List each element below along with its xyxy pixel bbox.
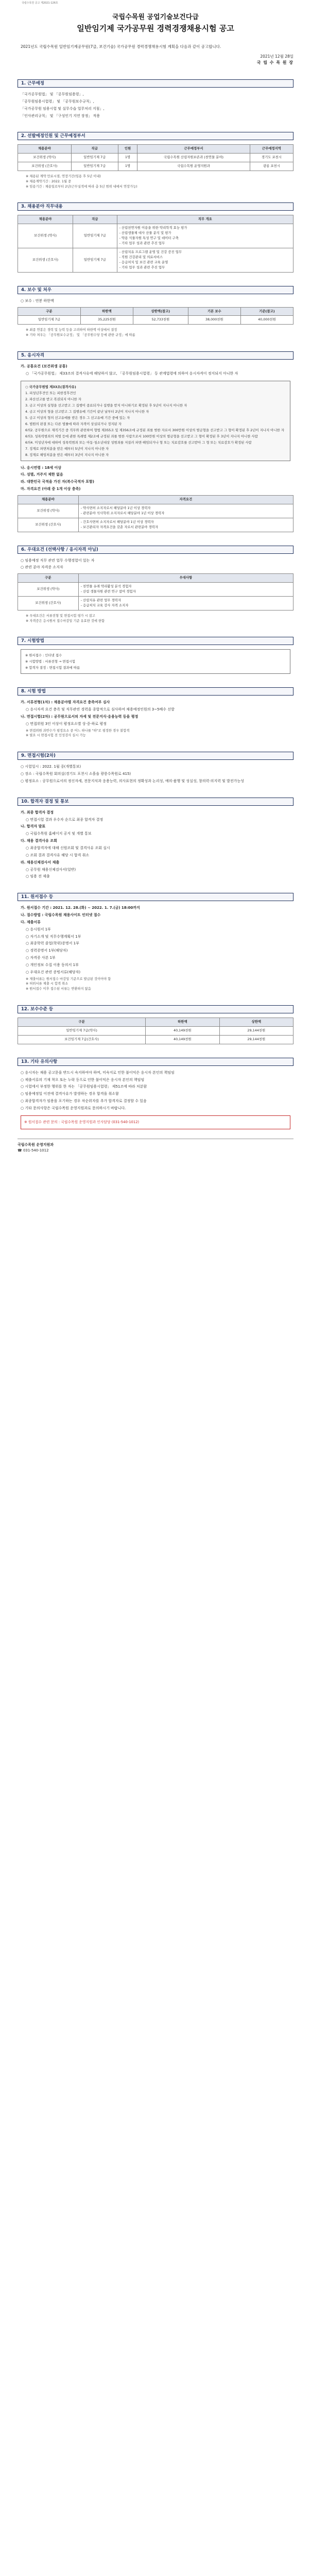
table-row: 일반임기제 7급 35,225천원 52,733천원 38,000천원 40,000천원 [18,316,293,325]
table-header: 구분 [18,307,81,316]
disqualification-box: ○ 국가공무원법 제33조(결격사유) 1. 피성년후견인 또는 피한정후견인 2. 파산선고를 받고 복권되지 아니한 자 3. 금고 이상의 실형을 선고받고 그 집행이 종료되거나 집행을 받지 아니하기로 확정된 후 5년이 지나지 아니한 자 4. 금고 이상의 형을 선고받고 그 집행유예 기간이 끝난 날부터 2년이 지나지 아니한 자 5. 금고 이상의 형의 선고유예를 받은 경우 그 선고유예 기간 중에 있는 자 6. 법원의 판결 또는 다른 법률에 따라 자격이 상실되거나 정지된 자 6의2. 공무원으로 재직기간 중 직무와 관련하여 형법 제355조 및 제356조에 규정된 죄를 범한 자로서 300만원 이상의 벌금형을 선고받고 그 형이 확정된 후 2년이 지나지 아니한 자 6의3. 성폭력범죄의 처벌 등에 관한 특례법 제2조에 규정된 죄를 범한 사람으로서 100만원 이상의 벌금형을 선고받고 그 형이 확정된 후 3년이 지나지 아니한 사람 6의4. 미성년자에 대하여 성폭력범죄 또는 아동·청소년대상 성범죄를 저질러 파면·해임되거나 형 또는 치료감호를 선고받아 그 형 또는 치료감호가 확정된 사람 7. 징계로 파면처분을 받은 때부터 5년이 지나지 아니한 자 8. 징계로 해임처분을 받은 때부터 3년이 지나지 아니한 자 [21,381,290,461]
table-header: 인원 [118,145,137,154]
table-row: 보건위생 (약사) - 약사면허 소지자로서 해당분야 1년 이상 경력자 - 관련분야 석사학위 소지자로서 해당분야 1년 이상 경력자 [18,504,293,518]
table-header: 직무 개요 [117,215,293,224]
section-heading: 10. 합격자 결정 및 통보 [18,798,293,806]
table-header: 하한액 [80,307,133,316]
subheading: 다. 성별, 거주지 제한 없음 [21,472,63,477]
section-10 [18,798,293,879]
subheading: 가. 서류전형(1차) : 채용분야별 자격요건 충족여부 심사 [21,700,110,705]
list-item: ○ 응시원서 1부 [26,927,51,931]
section-heading: 2. 선발예정인원 및 근무예정부서 [18,132,293,140]
table-row: 보건위생 (간호사) 일반임기제 7급 - 산림치유 프로그램 운영 및 건강 증진 업무 - 직원 건강관리 및 의료서비스 - 응급처치 및 보건 관련 교육 운영 - 기타 업무 성과 관련 추진 업무 [18,248,293,273]
paragraph: ○ 보수 : 연봉 하한액 [21,298,54,303]
subheading: 다. 채용 결격사유 조회 [21,839,57,843]
pay-level-table [18,1018,293,1044]
footer-office: 국립수목원 운영지원과 [18,1142,54,1147]
table-header: 상한액 [219,1018,293,1026]
list-item: ○ 제출서류의 기재 착오 또는 누락 등으로 인한 불이익은 응시자 본인의 책임임 [21,1077,145,1082]
list-item: ○ 평정요소 : 공무원으로서의 정신자세, 전문지식과 응용능력, 의사표현의 정확성과 논리성, 예의·품행 및 성실성, 창의력·의지력 및 발전가능성 [21,778,244,783]
note: ※ 기타 처우는 「공무원보수규정」 및 「공무원수당 등에 관한 규정」에 따름 [26,333,135,337]
note: ※ 허위서류 제출 시 합격 취소 [26,982,68,986]
list-item: 「공무원임용시험령」 및 「공무원보수규칙」, [21,99,94,104]
list-item: ○ 조회 결과 결격사유 해당 시 합격 취소 [26,853,90,857]
paragraph: ○ 응시자격 요건 충족 및 직무관련 경력을 종합적으로 심사하여 채용예정인원의 3~5배수 선발 [26,707,175,712]
section-4 [18,286,293,338]
document-title [18,12,293,34]
table-row: 보건임기제 7급(간호사) 40,149천원 29,144천원 [18,1035,293,1044]
section-heading: 4. 보수 및 처우 [18,286,293,294]
subheading: 나. 접수방법 : 국립수목원 채용사이트 인터넷 접수 [21,913,101,918]
title-line-2: 일반임기제 국가공무원 경력경쟁채용시험 공고 [77,24,234,33]
table-header: 하한액 [146,1018,219,1026]
positions-table [18,144,293,171]
note: ※ 채용계약기간 : 2022. 1월 중 [26,179,72,183]
subheading: 라. 대한민국 국적을 가진 자(복수국적자 포함) [21,480,94,484]
note: ※ 제출서류는 원서접수 마감일 기준으로 발급된 것이어야 함 [26,977,111,981]
note: ※ 채용된 계약 만료시점, 연장기간(임용 후 5년 이내) [26,175,101,179]
list-item: ○ 장소 : 국립수목원 회의실(경기도 포천시 소흘읍 광릉수목원로 415) [21,772,131,776]
list-item: ○ 최종합격자에 대해 신원조회 및 결격사유 조회 실시 [26,845,110,850]
table-row: 보건위생 (간호사) 일반임기제 7급 1명 국립수목원 운영지원과 광릉 포천시 [18,162,293,171]
section-3 [18,202,293,272]
section-8 [18,687,293,738]
section-7 [18,637,293,674]
note: ※ 필요 시 면접시험 전 인성검사 실시 가능 [26,734,86,738]
list-item: ○ 최종학력 졸업(학위)증명서 1부 [26,941,79,946]
section-heading: 7. 시험방법 [18,637,293,645]
table-header: 직급 [71,145,118,154]
list-item: ○ 임용예정 직무 관련 업무 수행경험이 있는 자 [21,558,95,563]
list-item: ○ 자기소개 및 직무수행계획서 1부 [26,934,81,939]
table-header: 채용분야 [18,495,79,504]
table-header: 근무예정부서 [137,145,250,154]
section-11 [18,893,293,992]
section-6 [18,546,293,624]
list-item: ○ 공무원 채용신체검사서(일반) [26,867,76,872]
duties-table [18,215,293,272]
list-item: ○ 면접시험 결과 우수자 순으로 최종 합격자 결정 [26,817,103,822]
subheading: 나. 응시연령 : 18세 이상 [21,465,62,470]
list-item: ○ 자격증 사본 1부 [26,956,56,960]
table-row: 보건위생 (약사) 일반임기제 7급 1명 국립수목원 산림자원보존과 (천연물 분야) 경기도 포천시 [18,154,293,162]
list-item: 「인사관리규칙」 및 「구성인기 지연 장정」 적용 [21,113,100,118]
list-item: ○ 우대요건 관련 증빙서류(해당자) [26,970,81,974]
exam-summary-box: ※ 원서접수 : 인터넷 접수 ※ 시험방법 : 서류전형 → 면접시험 ※ 합격자 결정 : 면접시험 결과에 따름 [21,649,290,674]
note: ※ 면접위원 과반수가 평정요소 중 어느 하나를 "하"로 평정한 경우 불합격 [26,728,130,733]
table-header: 채용분야 [18,215,73,224]
table-row: 보건위생 (간호사) - 간호사면허 소지자로서 해당분야 1년 이상 경력자 - 보건관리자 자격요건을 갖춘 자로서 관련분야 경력자 [18,518,293,532]
table-header: 우대사항 [78,574,293,583]
subheading: 가. 원서접수 기간 : 2021. 12. 28.(화) ~ 2022. 1. 7.(금) 18:00까지 [21,906,140,910]
preface: 2021년도 국립수목원 일반임기제공무원(7급, 보건기술) 국가공무원 경력경쟁채용시험 계획을 다음과 같이 공고합니다. [21,44,221,49]
title-line-1: 국립수목원 공업기술보건다급 [112,13,199,21]
list-item: ○ 국립수목원 홈페이지 공지 및 개별 통보 [26,832,92,836]
list-item: ○ 임용 전 제출 [26,874,50,879]
section-heading: 3. 채용분야 직무내용 [18,202,293,211]
table-header: 기준(참고) [240,307,293,316]
announce-date: 2021년 12월 28일 [260,54,293,59]
qualification-table [18,495,293,532]
section-2 [18,132,293,189]
note: ※ 임용기간 : 채용일로부터 2년(근무실적에 따라 총 5년 범위 내에서 연장가능) [26,184,137,189]
subheading: 마. 자격요건 (아래 중 1개 이상 충족) [21,487,81,492]
section-heading: 6. 우대요건 (선택사항 / 응시자격 아님) [18,546,293,554]
section-heading: 11. 원서접수 등 [18,893,293,901]
list-item: ○ 최종합격자가 임용을 포기하는 경우 차순위자를 추가 합격자로 결정할 수 있음 [21,1099,147,1104]
table-header: 근무예정지역 [250,145,293,154]
section-13 [18,1058,293,1129]
table-header: 구분 [18,1018,146,1026]
footer [18,1139,293,1154]
document-number: 국립수목원 공고 제2021-126호 [22,2,58,5]
section-heading: 8. 시험 방법 [18,687,293,696]
subheading: 가. 최종 합격자 결정 [21,810,54,815]
table-header: 채용분야 [18,145,72,154]
note: ※ 원서접수 이후 접수된 서류는 반환하지 않음 [26,987,91,991]
list-item: ○ 시험일시 : 2022. 1월 중(개별통보) [21,765,81,769]
table-row: 보건위생 (약사) 일반임기제 7급 - 산림천연자원 이용을 위한 약리학적 효능 평가 - 산림생물체 대사 산물 분석 및 평가 - 약용 식물자원 특성 연구 및 데이터 구축 - 기타 업무 성과 관련 추진 업무 [18,224,293,248]
subheading: 다. 제출서류 [21,920,41,924]
subheading: 나. 면접시험(2차) : 공무원으로서의 자세 및 전문지식·응용능력 등을 평정 [21,715,139,719]
list-item: ○ 시험에서 부정한 행위를 한 자는 「공무원임용시험령」 제51조에 따라 처분함 [21,1084,147,1089]
note: ※ 자격증은 응시원서 접수마감일 기준 유효한 것에 한함 [26,619,105,623]
table-row: 보건위생 (약사) - 천연물 유래 약리활성 분석 경험자 - 산림 생물자원 관련 연구 참여 경험자 [18,583,293,597]
section-heading: 5. 응시자격 [18,351,293,360]
list-item: ○ 관련 분야 자격증 소지자 [21,565,63,570]
table-header: 직급 [73,215,117,224]
paragraph: ○ 면접위원 3인 이상이 평정요소별 상·중·하로 평정 [26,721,107,726]
section-heading: 12. 보수수준 등 [18,1005,293,1013]
table-header: 기본 보수 [188,307,240,316]
section-5 [18,351,293,532]
salary-table [18,307,293,325]
table-row: 일반임기제 7급(약사) 40,149천원 29,144천원 [18,1026,293,1035]
agency-name: 국 립 수 목 원 장 [256,60,293,65]
section-12 [18,1005,293,1044]
list-item: ○ 응시자는 채용 공고문을 반드시 숙지하여야 하며, 미숙지로 인한 불이익은 응시자 본인의 책임임 [21,1070,175,1075]
list-item: ○ 개인정보 수집 이용 동의서 1부 [26,962,79,967]
section-heading: 1. 근무예정 [18,79,293,88]
subheading: 라. 채용신체검사서 제출 [21,860,60,865]
note: ※ 최종 연봉은 경력 및 능력 등을 고려하여 하한액 이상에서 결정 [26,328,117,332]
contact-notice-box: ※ 원서접수 관련 문의 : 국립수목원 운영지원과 인사담당 (031-540-1012) [21,1115,290,1129]
section-heading: 13. 기타 유의사항 [18,1058,293,1066]
list-item: ○ 기타 문의사항은 국립수목원 운영지원과로 문의하시기 바랍니다. [21,1106,126,1110]
table-header: 구분 [18,574,79,583]
subheading: 나. 합격자 발표 [21,824,46,829]
preference-table [18,573,293,611]
list-item: ○ 경력증명서 1부(해당자) [26,948,68,953]
list-item: ○ 임용예정일 이전에 결격사유가 발생하는 경우 합격을 취소함 [21,1092,119,1096]
section-9 [18,752,293,784]
section-1 [18,79,293,118]
table-header: 자격요건 [78,495,293,504]
table-header: 상한액(참고) [133,307,188,316]
table-row: 보건위생 (간호사) - 산림치유 관련 업무 경력자 - 응급처치 교육 강사 자격 소지자 [18,597,293,611]
section-heading: 9. 면접시험(2차) [18,752,293,760]
list-item: 「국가공무원법」 및 「공무원임용령」, [21,92,84,97]
subheading: 가. 공통요건 (보건위생 공통) [21,364,67,368]
paragraph: ○ 「국가공무원법」 제33조의 결격사유에 해당하지 않고, 「공무원임용시험령」 등 관계법령에 의하여 응시자격이 정지되지 아니한 자 [26,371,238,376]
list-item: 「국가공무원 임용시험 및 실무수습 업무처리 지침」, [21,106,105,111]
footer-contact: ☎ 031-540-1012 [18,1148,49,1153]
note: ※ 우대요건은 서류전형 및 면접시험 평가 시 참고 [26,614,95,618]
